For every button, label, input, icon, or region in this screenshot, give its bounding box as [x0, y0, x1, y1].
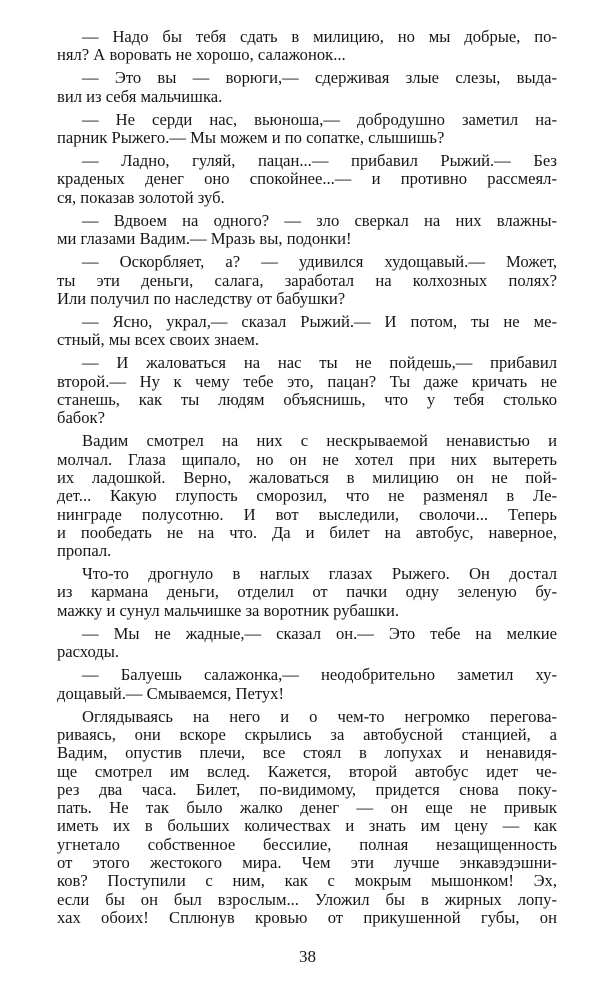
text-line: вил из себя мальчишка.: [57, 86, 223, 106]
text-line: — Не серди нас, вьюноша,— добродушно заметил на-: [82, 109, 557, 129]
text-line: — Мы не жадные,— сказал он.— Это тебе на мелкие: [82, 623, 557, 643]
text-line: парник Рыжего.— Мы можем и по сопатке, слышишь?: [57, 128, 445, 148]
text-line: расходы.: [57, 642, 120, 662]
paragraph: [57, 152, 557, 207]
paragraph: [57, 432, 557, 560]
text-line: от этого жестокого мира. Чем эти лучше энкавэдэшни-: [57, 853, 557, 873]
text-line: Вадим, опустив плечи, все стоял в лопухах и ненавидя-: [57, 743, 557, 763]
paragraph: [57, 253, 557, 308]
text-line: мажку и сунул мальчишке за воротник рубашки.: [57, 600, 400, 620]
paragraph: [57, 28, 557, 65]
paragraph: [57, 111, 557, 148]
text-line: ми глазами Вадим.— Мразь вы, подонки!: [57, 229, 352, 249]
text-line: риваясь, они вскоре скрылись за автобусной станцией, а: [57, 724, 557, 744]
paragraph: [57, 666, 557, 703]
text-line: молчал. Глаза щипало, но он не хотел при них вытереть: [57, 449, 557, 469]
paragraph: [57, 212, 557, 249]
text-line: угнетало собственное бессилие, полная незащищенность: [57, 834, 557, 854]
text-line: — Вдвоем на одного? — зло сверкал на них влажны-: [82, 210, 557, 230]
text-line: пать. Не так было жалко денег — он еще не привык: [57, 798, 557, 818]
text-line: Или получил по наследству от бабушки?: [57, 288, 346, 308]
paragraph: [57, 354, 557, 427]
text-line: ты эти деньги, салага, заработал на колхозных полях?: [57, 270, 557, 290]
text-line: из кармана деньги, отделил от пачки одну зеленую бу-: [57, 582, 557, 602]
text-line: — И жаловаться на нас ты не пойдешь,— прибавил: [82, 353, 557, 373]
text-line: — Надо бы тебя сдать в милицию, но мы добрые, по-: [82, 27, 557, 46]
text-line: — Оскорбляет, а? — удивился худощавый.— Может,: [82, 252, 557, 272]
text-line: краденых денег оно спокойнее...— и противно рассмеял-: [57, 169, 557, 189]
text-line: Вадим смотрел на них с нескрываемой ненавистью и: [82, 431, 557, 451]
paragraph: [57, 313, 557, 350]
text-line: стный, мы всех своих знаем.: [57, 330, 260, 350]
text-line: ся, показав золотой зуб.: [57, 187, 225, 207]
text-line: дет... Какую глупость сморозил, что не разменял в Ле-: [57, 486, 557, 506]
body-text: [57, 28, 557, 932]
paragraph: [57, 708, 557, 928]
text-line: пропал.: [57, 541, 112, 561]
text-line: иметь их в больших количествах и знать им цену — как: [57, 816, 557, 836]
text-line: бабок?: [57, 408, 105, 428]
text-line: если бы он был взрослым... Уложил бы в жирных лопу-: [57, 889, 557, 909]
page-number: 38: [299, 947, 316, 966]
text-line: — Это вы — ворюги,— сдерживая злые слезы, выда-: [82, 68, 557, 88]
text-line: станешь, как ты людям объяснишь, что у тебя столько: [57, 389, 557, 409]
text-line: — Ладно, гуляй, пацан...— прибавил Рыжий.— Без: [82, 151, 557, 171]
text-line: Что-то дрогнуло в наглых глазах Рыжего. Он достал: [82, 564, 557, 584]
text-line: хах обоих! Сплюнув кровью от прикушенной губы, он: [57, 907, 557, 927]
paragraph: [57, 625, 557, 662]
text-line: рез два часа. Билет, по-видимому, придется снова поку-: [57, 779, 557, 799]
text-line: их ладошкой. Верно, жаловаться в милицию он не пой-: [57, 467, 557, 487]
text-line: и пообедать не на что. Да и билет на автобус, наверное,: [57, 522, 557, 542]
text-line: второй.— Ну к чему тебе это, пацан? Ты даже кричать не: [57, 371, 557, 391]
text-line: ков? Поступили с ним, как с мокрым мышонком! Эх,: [57, 871, 557, 891]
text-line: — Ясно, украл,— сказал Рыжий.— И потом, ты не ме-: [82, 311, 557, 331]
text-line: нял? А воровать не хорошо, салажонок...: [57, 45, 346, 65]
text-line: — Балуешь салажонка,— неодобрительно заметил ху-: [82, 665, 557, 685]
text-line: дощавый.— Смываемся, Петух!: [57, 683, 284, 703]
paragraph: [57, 565, 557, 620]
text-line: Оглядываясь на него и о чем-то негромко перегова-: [82, 706, 557, 726]
paragraph: [57, 69, 557, 106]
text-line: нинграде полусотню. И вот выследили, сволочи... Теперь: [57, 504, 557, 524]
text-line: ще смотрел им вслед. Кажется, второй автобус идет че-: [57, 761, 557, 781]
